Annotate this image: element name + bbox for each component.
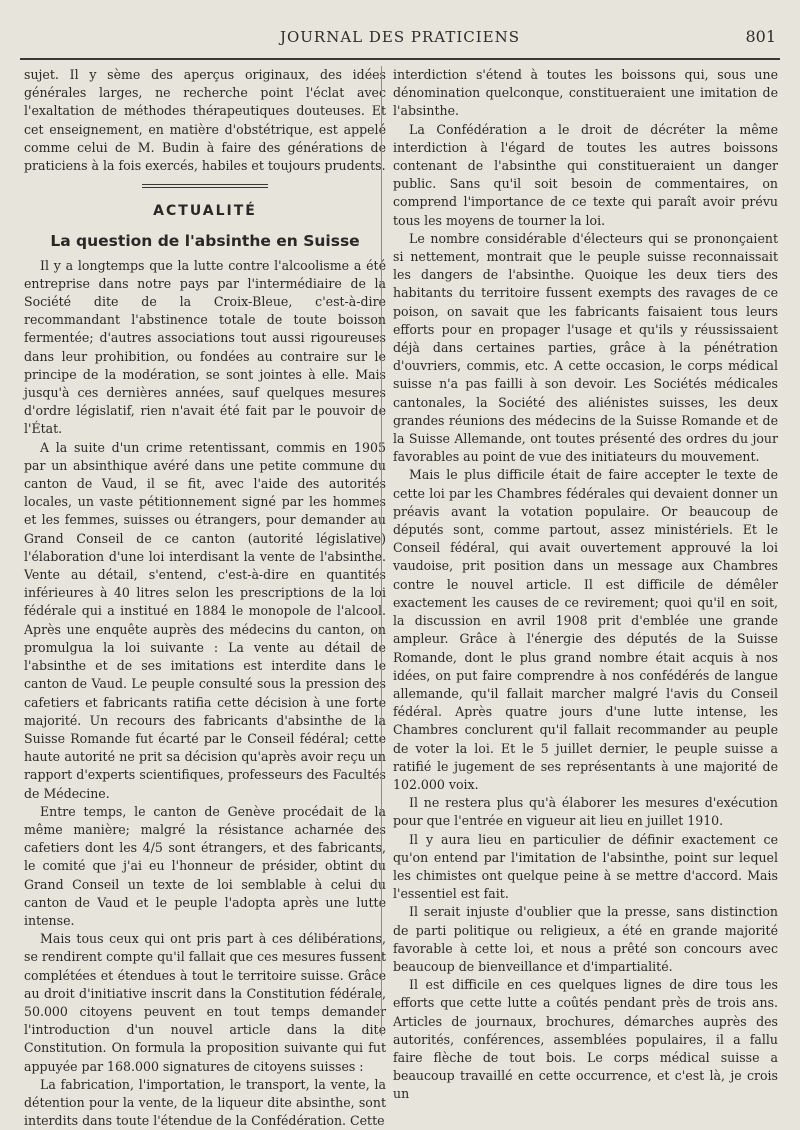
left-column [24, 66, 386, 1130]
opening-paragraph: sujet. Il y sème des aperçus originaux, des idées générales larges, ne recherche point l'éclat avec l'exaltation de méthodes thérapeutiques douteuses. Et cet enseignement, en matière d'obstétrique, est appelé comme celui de M. Budin à faire des générations de praticiens à la fois exercés, habiles et toujours prudents. [24, 67, 386, 174]
right-column [393, 66, 778, 1104]
paragraph: A la suite d'un crime retentissant, commis en 1905 par un absinthique avéré dans une petite commune du canton de Vaud, il se fit, avec l'aide des autorités locales, un vaste pétitionnement signé par les hommes et les femmes, suisses ou étrangers, pour demander au Grand Conseil de ce canton (autorité législative) l'élaboration d'une loi interdisant la vente de l'absinthe. Vente au détail, s'entend, c'est-à-dire en quantités inférieures à 40 litres selon les prescriptions de la loi fédérale qui a institué en 1884 le monopole de l'alcool. Après une enquête auprès des médecins du canton, on promulgua la loi suivante : La vente au détail de l'absinthe et de ses imitations est interdite dans le canton de Vaud. Le peuple consulté sous la pression des cafetiers et fabricants ratifia cette décision à une forte majorité. Un recours des fabricants d'absinthe de la Suisse Romande fut écarté par le Conseil fédéral; cette haute autorité ne prit sa décision qu'après avoir reçu un rapport d'experts scientifiques, professeurs des Facultés de Médecine. [24, 439, 386, 801]
section-label: ACTUALITÉ [153, 203, 257, 220]
paragraph: Mais le plus difficile était de faire accepter le texte de cette loi par les Chambres fédérales qui devaient donner un préavis avant la votation populaire. Or beaucoup de députés sont, comme partout, assez ministériels. Et le Conseil fédéral, qui avait ouvertement approuvé la loi vaudoise, prit position dans un message aux Chambres contre le nouvel article. Il est difficile de démêler exactement les causes de ce revirement; quoi qu'il en soit, la discussion en avril 1908 prit d'emblée une grande ampleur. Grâce à l'énergie des députés de la Suisse Romande, dont le plus grand nombre était acquis à nos idées, on put faire comprendre à nos confédérés de langue allemande, qu'il fallait marcher malgré l'avis du Conseil fédéral. Après quatre jours d'une lutte intense, les Chambres conclurent qu'il fallait recommander au peuple de voter la loi. Et le 5 juillet dernier, le peuple suisse a ratifié le jugement de ses représentants à une majorité de 102.000 voix. [393, 467, 778, 792]
article-title: La question de l'absinthe en Suisse [50, 232, 360, 251]
paragraph: La Confédération a le droit de décréter la même interdiction à l'égard de toutes les autres boissons contenant de l'absinthe qui constitueraient un danger public. Sans qu'il soit besoin de commentaires, on comprend l'importance de ce texte qui paraît avoir prévu tous les moyens de tourner la loi. [393, 121, 778, 228]
paragraph: Il y aura lieu en particulier de définir exactement ce qu'on entend par l'imitation de l'absinthe, point sur lequel les chimistes ont quelque peine à se mettre d'accord. Mais l'essentiel est fait. [393, 831, 778, 902]
running-title: JOURNAL DES PRATICIENS [279, 28, 521, 46]
header-rule [20, 58, 780, 60]
page-number: 801 [745, 27, 776, 46]
paragraph: interdiction s'étend à toutes les boissons qui, sous une dénomination quelconque, constitueraient une imitation de l'absinthe. [393, 67, 778, 119]
paragraph: La fabrication, l'importation, le transport, la vente, la détention pour la vente, de la liqueur dite absinthe, sont interdits dans toute l'étendue de la Confédération. Cette [24, 1076, 386, 1129]
paragraph: Il ne restera plus qu'à élaborer les mesures d'exécution pour que l'entrée en vigueur ait lieu en juillet 1910. [393, 795, 778, 829]
page-header [22, 26, 778, 54]
paragraph: Le nombre considérable d'électeurs qui se prononçaient si nettement, montrait que le peuple suisse reconnaissait les dangers de l'absinthe. Quoique les deux tiers des habitants du territoire fussent exempts des ravages de ce poison, on savait que les fabricants faisaient tous leurs efforts pour en propager l'usage et qu'ils y réussissaient déjà dans certaines parties, grâce à la pénétration d'ouvriers, commis, etc. A cette occasion, le corps médical suisse n'a pas failli à son devoir. Les Sociétés médicales cantonales, la Société des aliénistes suisses, les deux grandes réunions des médecins de la Suisse Romande et de la Suisse Allemande, ont toutes présenté des ordres du jour favorables au point de vue des initiateurs du mouvement. [393, 230, 778, 465]
paragraph: Mais tous ceux qui ont pris part à ces délibérations, se rendirent compte qu'il fallait que ces mesures fussent complétées et étendues à tout le territoire suisse. Grâce au droit d'initiative inscrit dans la Constitution fédérale, 50.000 citoyens peuvent en tout temps demander l'introduction d'un nouvel article dans la dite Constitution. On formula la proposition suivante qui fut appuyée par 168.000 signatures de citoyens suisses : [24, 931, 386, 1074]
paragraph: Il serait injuste d'oublier que la presse, sans distinction de parti politique ou religieux, a été en grande majorité favorable à cette loi, et nous a prêté son concours avec beaucoup de bienveillance et d'impartialité. [393, 904, 778, 974]
section-separator [142, 184, 268, 188]
paragraph: Entre temps, le canton de Genève procédait de la même manière; malgré la résistance acharnée des cafetiers dont les 4/5 sont étrangers, et des fabricants, le comité que j'ai eu l'honneur de présider, obtint du Grand Conseil un texte de loi semblable à celui du canton de Vaud et le peuple l'adopta après une lutte intense. [24, 803, 386, 928]
paragraph: Il est difficile en ces quelques lignes de dire tous les efforts que cette lutte a coûtés pendant près de trois ans. Articles de journaux, brochures, démarches auprès des autorités, conférences, assemblées populaires, il a fallu faire flèche de tout bois. Le corps médical suisse a beaucoup travaillé en cette occurrence, et c'est là, je crois un [393, 977, 778, 1102]
paragraph: Il y a longtemps que la lutte contre l'alcoolisme a été entreprise dans notre pays par l'intermédiaire de la Société dite de la Croix-Bleue, c'est-à-dire recommandant l'abstinence totale de toute boisson fermentée; d'autres associations tout aussi rigoureuses dans leur prohibition, ou fondées au contraire sur le principe de la modération, se sont jointes à elle. Mais jusqu'à ces dernières années, sauf quelques mesures d'ordre législatif, rien n'avait été fait par le pouvoir de l'État. [24, 257, 386, 437]
column-divider [381, 66, 382, 1036]
